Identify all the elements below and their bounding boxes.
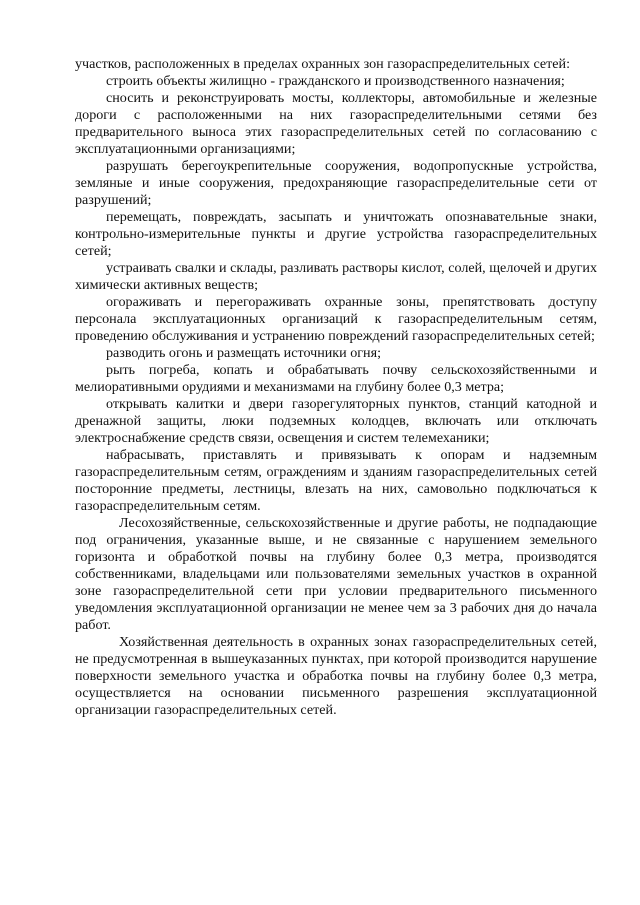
list-item-fence: огораживать и перегораживать охранные зоны, препятствовать доступу персонала эксплуатационных организаций к газораспределительным сетям, проведению обслуживания и устранению повреждений газораспределительных сетей; <box>75 294 597 344</box>
paragraph-continuation: участков, расположенных в пределах охранных зон газораспределительных сетей: <box>75 56 570 72</box>
list-item-open-doors: открывать калитки и двери газорегуляторных пунктов, станций катодной и дренажной защиты, люки подземных колодцев, включать или отключать электроснабжение средств связи, освещения и систем телемеханики; <box>75 396 597 446</box>
list-item-build: строить объекты жилищно - гражданского и производственного назначения; <box>106 73 565 89</box>
document-page <box>75 56 597 719</box>
paragraph-forestry-works: Лесохозяйственные, сельскохозяйственные и другие работы, не подпадающие под ограничения, указанные выше, и не связанные с нарушением земельного горизонта и обработкой почвы на глубину более 0,3 метра, производятся собственниками, владельцами или пользователями земельных участков в охранной зоне газораспределительной сети при условии предварительного письменного уведомления эксплуатационной организации не менее чем за 3 рабочих дня до начала работ. <box>75 515 597 633</box>
list-item-dig: рыть погреба, копать и обрабатывать почву сельскохозяйственными и мелиоративными орудиями и механизмами на глубину более 0,3 метра; <box>75 362 597 395</box>
list-item-dumps: устраивать свалки и склады, разливать растворы кислот, солей, щелочей и других химически активных веществ; <box>75 260 597 293</box>
list-item-destroy-structures: разрушать берегоукрепительные сооружения, водопропускные устройства, земляные и иные сооружения, предохраняющие газораспределительные сети от разрушений; <box>75 158 597 208</box>
list-item-attach-objects: набрасывать, приставлять и привязывать к опорам и надземным газораспределительным сетям, ограждениям и зданиям газораспределительных сетей посторонние предметы, лестницы, влезать на них, самовольно подключаться к газораспределительным сетям. <box>75 447 597 514</box>
list-item-move-signs: перемещать, повреждать, засыпать и уничтожать опознавательные знаки, контрольно-измерительные пункты и другие устройства газораспределительных сетей; <box>75 209 597 259</box>
paragraph-economic-activity: Хозяйственная деятельность в охранных зонах газораспределительных сетей, не предусмотренная в вышеуказанных пунктах, при которой производится нарушение поверхности земельного участка и обработка почвы на глубину более 0,3 метра, осуществляется на основании письменного разрешения эксплуатационной организации газораспределительных сетей. <box>75 634 597 718</box>
list-item-demolish: сносить и реконструировать мосты, коллекторы, автомобильные и железные дороги с расположенными на них газораспределительными сетями без предварительного выноса этих газораспределительных сетей по согласованию с эксплуатационными организациями; <box>75 90 597 157</box>
list-item-fire: разводить огонь и размещать источники огня; <box>106 345 381 361</box>
